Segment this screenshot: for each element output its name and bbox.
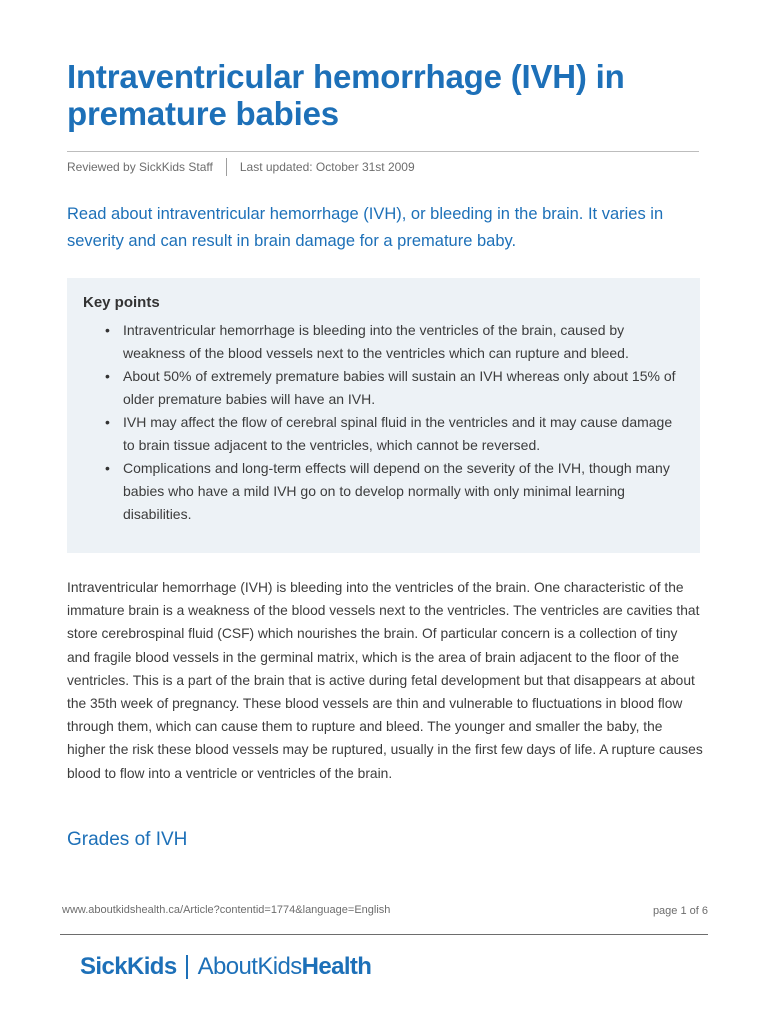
key-point-item (83, 457, 684, 526)
key-point-text: Complications and long-term effects will depend on the severity of the IVH, though many babies who have a mild IVH go on to develop normally with only minimal learning disabilities. (123, 460, 670, 522)
key-points-heading: Key points (83, 294, 160, 311)
logo-aboutkids-text: AboutKids (197, 953, 302, 980)
body-paragraph: Intraventricular hemorrhage (IVH) is bleeding into the ventricles of the brain. One characteristic of the immature brain is a weakness of the blood vessels next to the ventricles. The ventricles are cavities that store cerebrospinal fluid (CSF) which nourishes the brain. Of particular concern is a collection of tiny and fragile blood vessels in the germinal matrix, which is the area of brain adjacent to the floor of the ventricles. This is a part of the brain that is active during fetal development but that disappears at about the 35th week of pregnancy. These blood vessels are thin and vulnerable to fluctuations in blood flow through them, which can cause them to rupture and bleed. The younger and smaller the baby, the higher the risk these blood vessels may be ruptured, usually in the first few days of life. A rupture causes blood to flow into a ventricle or ventricles of the brain. (67, 580, 703, 781)
bullet-icon: • (105, 460, 110, 476)
title-divider (67, 151, 699, 152)
sickkids-aboutkidshealth-logo (80, 952, 371, 982)
key-point-item (83, 319, 684, 365)
last-updated: Last updated: October 31st 2009 (239, 160, 415, 174)
logo-divider (186, 955, 188, 979)
logo-health-text: Health (301, 953, 372, 980)
page-number: page 1 of 6 (652, 905, 708, 917)
key-point-text: IVH may affect the flow of cerebral spinal fluid in the ventricles and it may cause damage to brain tissue adjacent to the ventricles, which cannot be reversed. (123, 414, 673, 453)
section-heading-grades: Grades of IVH (67, 829, 188, 850)
footer-url-link[interactable]: www.aboutkidshealth.ca/Article?contentid=1774&language=English (62, 904, 391, 916)
key-point-text: About 50% of extremely premature babies will sustain an IVH whereas only about 15% of older premature babies will have an IVH. (123, 368, 676, 407)
bullet-icon: • (105, 414, 110, 430)
article-meta (67, 158, 415, 176)
meta-separator (226, 158, 227, 176)
key-point-item (83, 365, 684, 411)
key-point-text: Intraventricular hemorrhage is bleeding into the ventricles of the brain, caused by weakness of the blood vessels next to the ventricles which can rupture and bleed. (123, 322, 629, 361)
key-points-list (83, 319, 684, 526)
page-title: Intraventricular hemorrhage (IVH) in premature babies (67, 58, 625, 132)
lead-paragraph: Read about intraventricular hemorrhage (IVH), or bleeding in the brain. It varies in severity and can result in brain damage for a premature baby. (67, 205, 664, 250)
footer-divider (60, 934, 708, 935)
bullet-icon: • (105, 368, 110, 384)
key-point-item (83, 411, 684, 457)
logo-sickkids-text: SickKids (80, 953, 177, 980)
reviewed-by: Reviewed by SickKids Staff (67, 160, 213, 174)
key-points-box (67, 278, 700, 553)
bullet-icon: • (105, 322, 110, 338)
